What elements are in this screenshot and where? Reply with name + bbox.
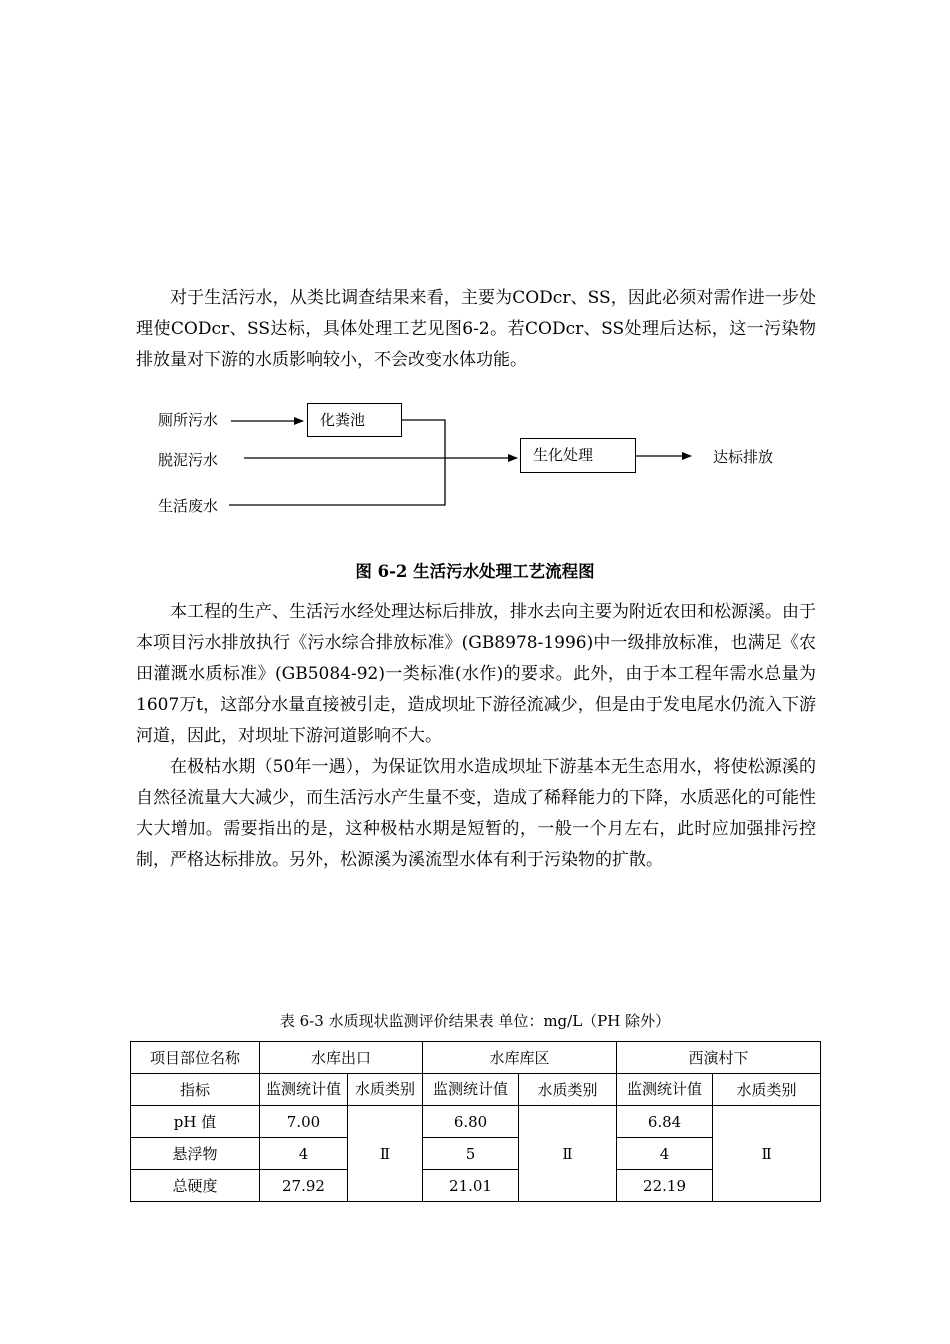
header-location-2: 水库库区 <box>423 1042 617 1074</box>
septic-tank-box: 化粪池 <box>307 403 402 437</box>
input-domestic-wastewater: 生活废水 <box>158 497 219 515</box>
header-location-3: 西演村下 <box>617 1042 821 1074</box>
table-header-row-2 <box>131 1074 821 1106</box>
figure-caption: 图 6-2 生活污水处理工艺流程图 <box>355 562 595 581</box>
water-quality-table <box>130 1041 821 1202</box>
header-stat-value-1: 监测统计值 <box>260 1074 348 1106</box>
header-stat-value-3: 监测统计值 <box>617 1074 713 1106</box>
class-location-1: Ⅱ <box>348 1106 423 1202</box>
input-sludge-sewage: 脱泥污水 <box>158 451 219 469</box>
output-compliant-discharge: 达标排放 <box>713 448 774 466</box>
row-ss-value-2: 5 <box>423 1138 519 1170</box>
row-ph-value-2: 6.80 <box>423 1106 519 1138</box>
row-ph-name: pH 值 <box>131 1106 260 1138</box>
row-ss-value-1: 4 <box>260 1138 348 1170</box>
header-class-1: 水质类别 <box>348 1074 423 1106</box>
bio-treatment-box: 生化处理 <box>520 438 636 473</box>
row-ph-value-1: 7.00 <box>260 1106 348 1138</box>
row-hardness-value-2: 21.01 <box>423 1170 519 1202</box>
header-item-name: 项目部位名称 <box>131 1042 260 1074</box>
paragraph-3: 在极枯水期（50年一遇），为保证饮用水造成坝址下游基本无生态用水，将使松源溪的自然径流量大大减少，而生活污水产生量不变，造成了稀释能力的下降，水质恶化的可能性大大增加。需要指出的是，这种极枯水期是短暂的，一般一个月左右，此时应加强排污控制，严格达标排放。另外，松源溪为溪流型水体有利于污染物的扩散。 <box>136 757 816 870</box>
table-header-row-1 <box>131 1042 821 1074</box>
input-toilet-sewage: 厕所污水 <box>158 411 219 429</box>
header-class-3: 水质类别 <box>713 1074 821 1106</box>
paragraph-2: 本工程的生产、生活污水经处理达标后排放，排水去向主要为附近农田和松源溪。由于本项目污水排放执行《污水综合排放标准》(GB8978-1996)中一级排放标准，也满足《农田灌溉水质标准》(GB5084-92)一类标准(水作)的要求。此外，由于本工程年需水总量为1607万t，这部分水量直接被引走，造成坝址下游径流减少，但是由于发电尾水仍流入下游河道，因此，对坝址下游河道影响不大。 <box>136 602 816 746</box>
row-hardness-value-1: 27.92 <box>260 1170 348 1202</box>
flowchart-connectors <box>0 0 950 560</box>
table-caption: 表 6-3 水质现状监测评价结果表 单位：mg/L（PH 除外） <box>279 1012 671 1030</box>
line-domestic-to-junction <box>229 458 445 505</box>
row-ph-value-3: 6.84 <box>617 1106 713 1138</box>
row-hardness-name: 总硬度 <box>131 1170 260 1202</box>
line-tank-to-junction <box>401 420 445 458</box>
header-indicator: 指标 <box>131 1074 260 1106</box>
header-class-2: 水质类别 <box>519 1074 617 1106</box>
paragraph-1: 对于生活污水，从类比调查结果来看，主要为CODcr、SS，因此必须对需作进一步处理使CODcr、SS达标，具体处理工艺见图6-2。若CODcr、SS处理后达标，这一污染物排放量对下游的水质影响较小，不会改变水体功能。 <box>136 288 816 370</box>
header-stat-value-2: 监测统计值 <box>423 1074 519 1106</box>
header-location-1: 水库出口 <box>260 1042 423 1074</box>
class-location-2: Ⅱ <box>519 1106 617 1202</box>
class-location-3: Ⅱ <box>713 1106 821 1202</box>
row-ss-value-3: 4 <box>617 1138 713 1170</box>
row-hardness-value-3: 22.19 <box>617 1170 713 1202</box>
table-row <box>131 1106 821 1138</box>
row-ss-name: 悬浮物 <box>131 1138 260 1170</box>
